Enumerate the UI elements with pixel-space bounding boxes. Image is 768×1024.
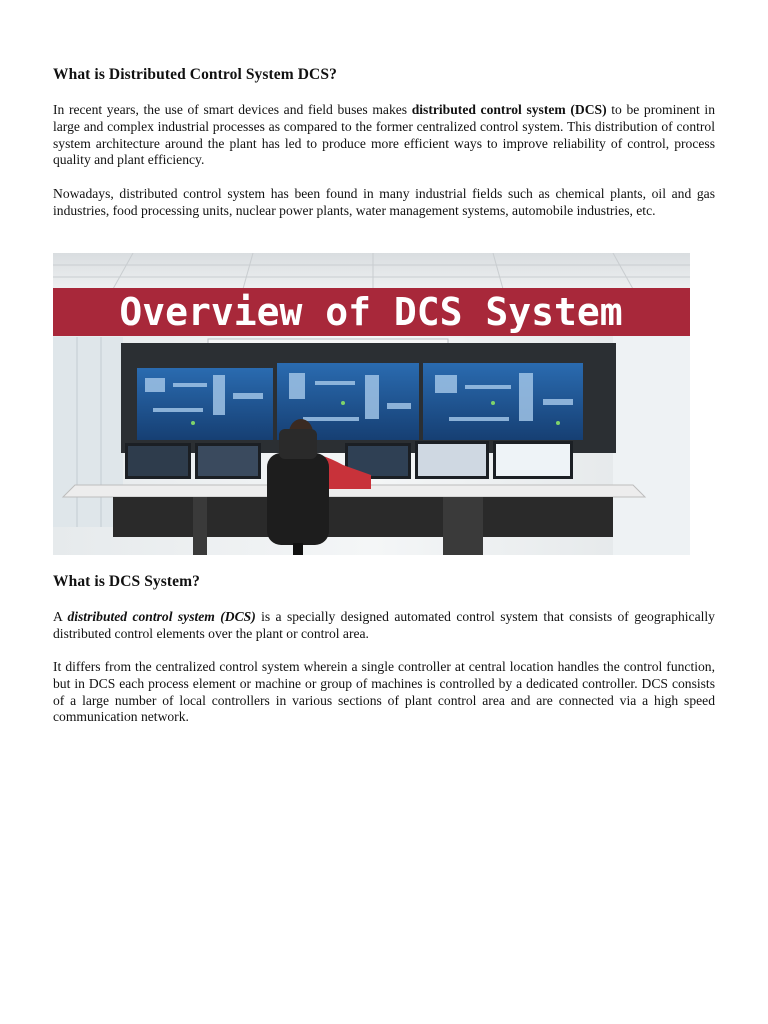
definition-term: distributed control system (DCS) (67, 609, 256, 624)
chair-post (293, 543, 303, 555)
operator-chair (267, 453, 329, 545)
heading-what-is-dcs-system: What is DCS System? (53, 573, 201, 590)
definition-paragraph (53, 609, 715, 643)
window-left (53, 337, 123, 527)
chair-headrest (279, 429, 317, 459)
overview-screens (137, 363, 583, 440)
ceiling (53, 253, 690, 289)
intro-text-start: In recent years, the use of smart devices and field buses makes (53, 102, 412, 117)
desk-pedestal (443, 497, 483, 555)
heading-what-is-dcs: What is Distributed Control System DCS? (53, 66, 337, 83)
intro-bold-term: distributed control system (DCS) (411, 102, 607, 117)
comparison-paragraph: It differs from the centralized control system wherein a single controller at central location handles the control function, but in DCS each process element or machine or group of machines is controlled by a dedicated controller. DCS consists of a large number of local controllers in various sections of plant control area and are connected via a high speed communication network. (53, 659, 715, 725)
definition-text: is a specially designed automated control system that consists of geographically distributed control elements over the plant or control area. (53, 609, 715, 641)
applications-paragraph: Nowadays, distributed control system has been found in many industrial fields such as chemical plants, oil and gas industries, food processing units, nuclear power plants, water management systems, automobile industries, etc. (53, 186, 715, 218)
banner-title: Overview of DCS System (119, 290, 623, 334)
desk-base (113, 497, 613, 537)
intro-text-end: to be prominent in large and complex industrial processes as compared to the former centralized control system. This distribution of control system architecture around the plant has led to produce more efficient ways to improve reliability of control, process quality and plant efficiency. (53, 102, 715, 168)
control-room-illustration (53, 253, 690, 555)
dcs-control-room-image (53, 253, 690, 555)
definition-prefix: A (53, 609, 68, 624)
intro-paragraph (53, 102, 715, 169)
desk-leg (193, 497, 207, 555)
